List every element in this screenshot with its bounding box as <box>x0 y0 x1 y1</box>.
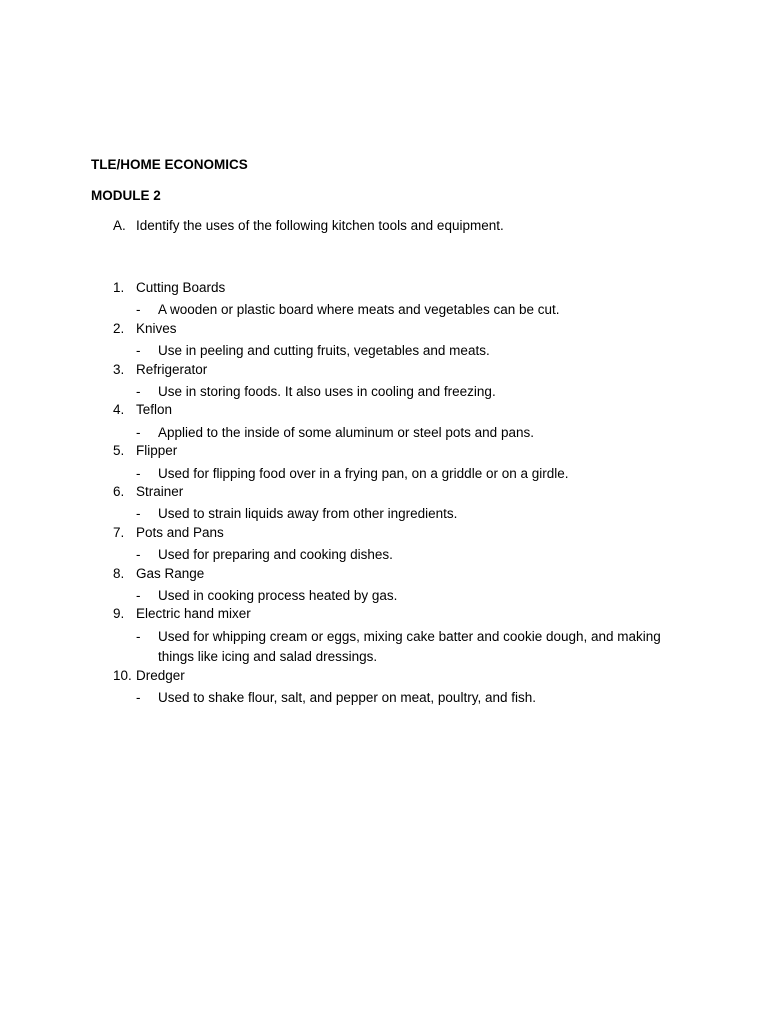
item-title: Teflon <box>136 402 173 418</box>
item-description: Used for whipping cream or eggs, mixing cake batter and cookie dough, and making things like icing and salad dressings. <box>158 628 661 665</box>
dash-marker: - <box>136 343 141 359</box>
list-item <box>113 525 693 566</box>
item-description: Use in storing foods. It also uses in cooling and freezing. <box>158 383 496 399</box>
item-number: 6. <box>113 483 125 499</box>
module-heading: MODULE 2 <box>91 188 161 203</box>
item-number: 4. <box>113 402 125 418</box>
item-title: Refrigerator <box>136 361 208 377</box>
item-number: 5. <box>113 443 125 459</box>
item-description: A wooden or plastic board where meats and vegetables can be cut. <box>158 302 560 318</box>
item-title: Dredger <box>136 667 185 683</box>
dash-marker: - <box>136 424 141 440</box>
item-description: Used to strain liquids away from other ingredients. <box>158 506 458 522</box>
item-title: Electric hand mixer <box>136 606 251 622</box>
list-item <box>113 566 693 607</box>
dash-marker: - <box>136 302 141 318</box>
dash-marker: - <box>136 506 141 522</box>
dash-marker: - <box>136 628 141 644</box>
item-number: 8. <box>113 565 125 581</box>
section-instruction <box>113 218 504 234</box>
list-item <box>113 280 693 321</box>
item-title: Gas Range <box>136 565 205 581</box>
item-title: Flipper <box>136 443 178 459</box>
list-item <box>113 443 693 484</box>
tool-list <box>113 280 693 708</box>
item-description: Use in peeling and cutting fruits, vegetables and meats. <box>158 343 490 359</box>
item-number: 1. <box>113 280 125 295</box>
dash-marker: - <box>136 689 141 705</box>
subject-heading: TLE/HOME ECONOMICS <box>91 157 248 172</box>
instruction-text: Identify the uses of the following kitchen tools and equipment. <box>136 218 504 233</box>
dash-marker: - <box>136 587 141 603</box>
dash-marker: - <box>136 383 141 399</box>
dash-marker: - <box>136 465 141 481</box>
list-item <box>113 362 693 403</box>
dash-marker: - <box>136 547 141 563</box>
list-item <box>113 321 693 362</box>
item-number: 2. <box>113 320 125 336</box>
item-title: Knives <box>136 320 177 336</box>
item-description: Used for preparing and cooking dishes. <box>158 547 393 563</box>
item-number: 7. <box>113 524 125 540</box>
list-item <box>113 484 693 525</box>
item-title: Strainer <box>136 483 184 499</box>
list-item <box>113 668 693 709</box>
item-title: Pots and Pans <box>136 524 224 540</box>
section-letter: A. <box>113 218 126 233</box>
item-title: Cutting Boards <box>136 280 226 295</box>
list-item <box>113 606 693 667</box>
list-item <box>113 402 693 443</box>
item-description: Used for flipping food over in a frying pan, on a griddle or on a girdle. <box>158 465 569 481</box>
item-description: Used to shake flour, salt, and pepper on meat, poultry, and fish. <box>158 689 536 705</box>
item-number: 10. <box>113 667 132 683</box>
item-number: 9. <box>113 606 125 622</box>
item-description: Used in cooking process heated by gas. <box>158 587 398 603</box>
item-description: Applied to the inside of some aluminum or steel pots and pans. <box>158 424 534 440</box>
item-number: 3. <box>113 361 125 377</box>
